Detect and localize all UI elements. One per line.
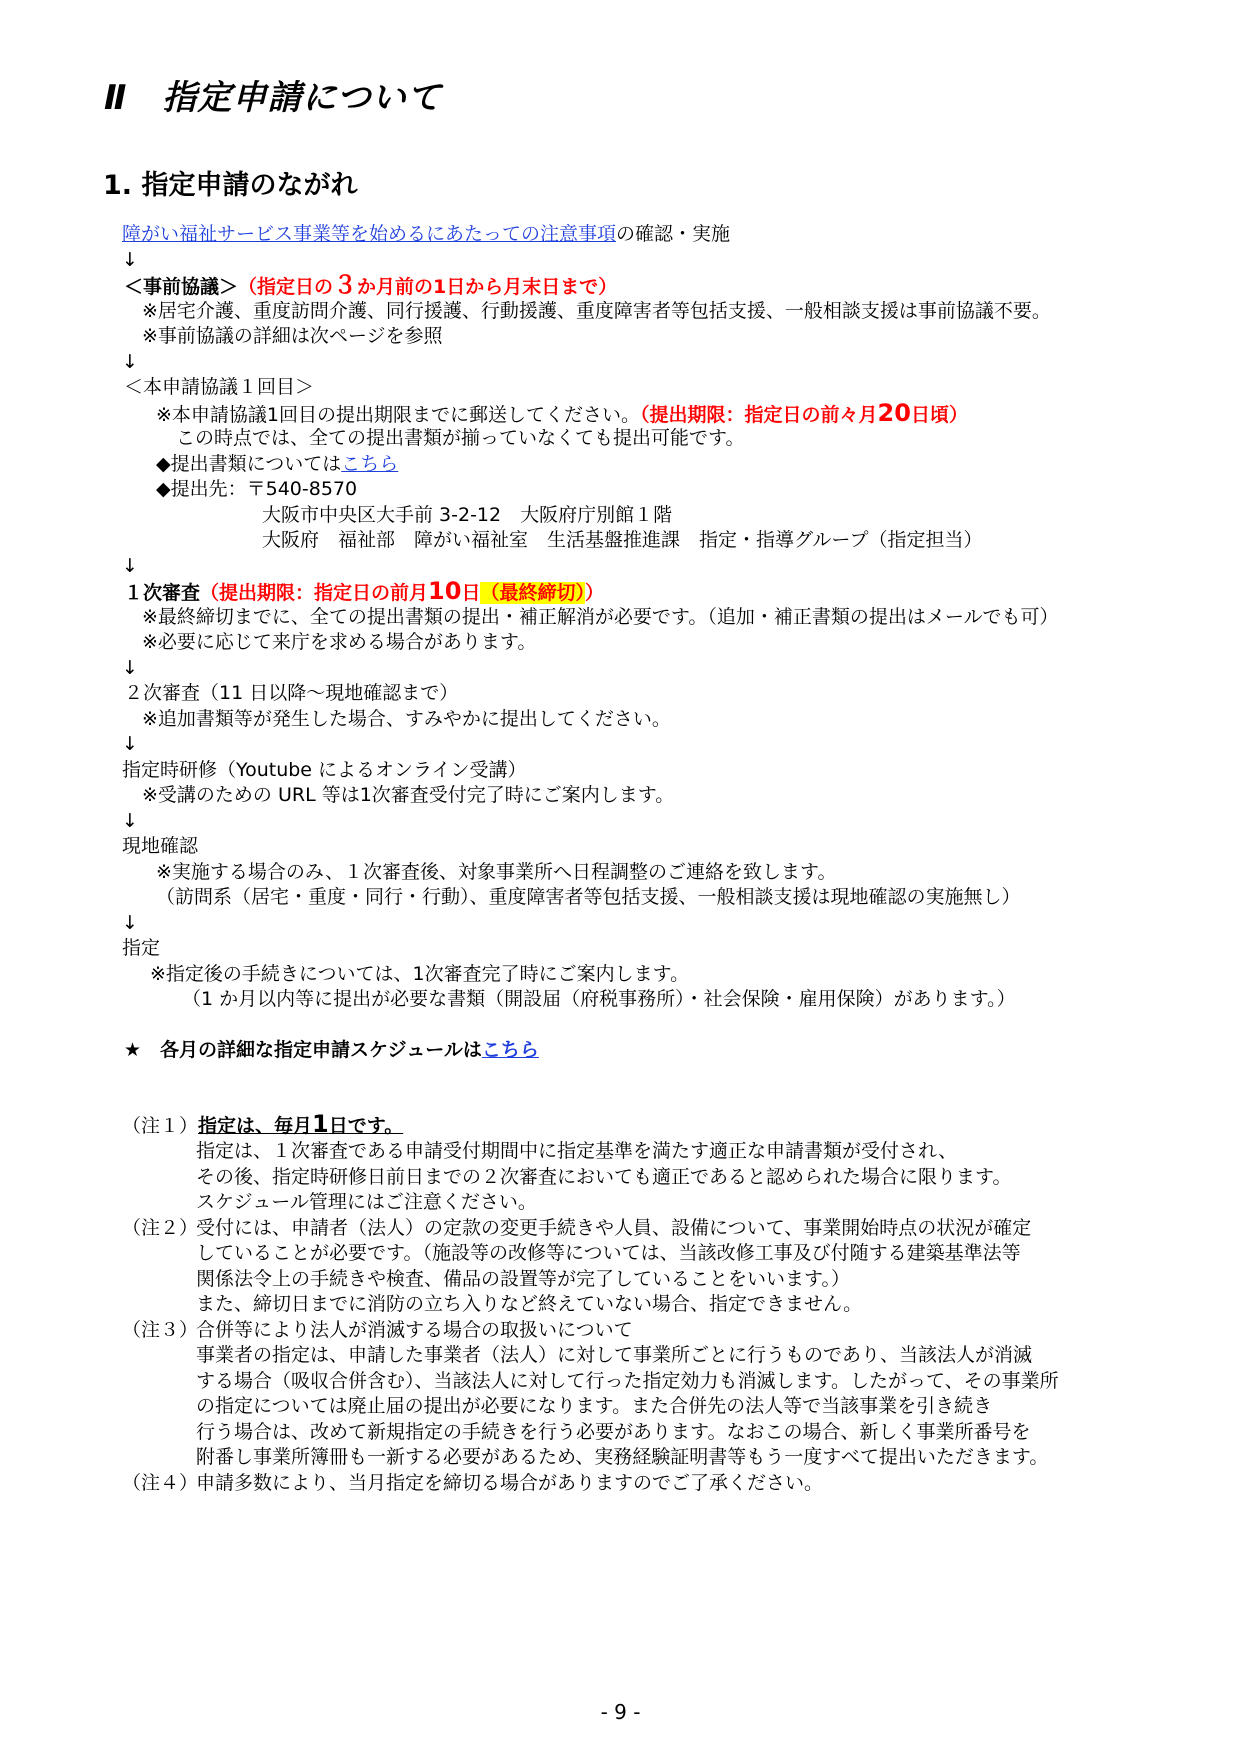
destination-label: ◆提出先：〒540-8570 [156, 478, 358, 500]
final-deadline-highlight: （最終締切） [480, 582, 585, 604]
designation-note2: （1 か月以内等に提出が必要な書類（開設届（府税事務所）・社会保険・雇用保険）があります。） [182, 988, 1016, 1010]
main-consult-note2: この時点では、全ての提出書類が揃っていなくても提出可能です。 [176, 427, 745, 449]
first-review-deadline-pre: （提出期限：指定日の前月 [200, 582, 429, 604]
pre-consult-deadline-pre: （指定日の [238, 276, 334, 298]
documents-line [156, 452, 398, 476]
main-consult-label: ＜本申請協議１回目＞ [124, 376, 315, 398]
precautions-link[interactable]: 障がい福祉サービス事業等を始めるにあたっての注意事項 [122, 223, 617, 245]
first-review-deadline-post: ） [584, 582, 604, 604]
pre-consult-note2: ※事前協議の詳細は次ページを参照 [142, 325, 443, 347]
note1-title-num: 1 [312, 1110, 329, 1138]
second-review-note1: ※追加書類等が発生した場合、すみやかに提出してください。 [142, 708, 671, 730]
first-review-label: １次審査 [124, 582, 201, 604]
documents-prefix: ◆提出書類については [156, 453, 342, 475]
site-check-note1: ※実施する場合のみ、１次審査後、対象事業所へ日程調整のご連絡を致します。 [156, 861, 837, 883]
note4-line1: 申請多数により、当月指定を締切る場合がありますのでご了承ください。 [196, 1472, 824, 1494]
flow-arrow: ↓ [122, 810, 138, 832]
pre-consult-deadline-post: か月前の1日から月末日まで） [357, 276, 618, 298]
training-label: 指定時研修（Youtube によるオンライン受講） [122, 759, 527, 781]
note2-label: （注２） [122, 1217, 199, 1239]
second-review-label: ２次審査（11 日以降～現地確認まで） [124, 682, 459, 704]
subsection-title: 1. 指定申請のながれ [103, 170, 358, 201]
note1-line1: 指定は、１次審査である申請受付期間中に指定基準を満たす適正な申請書類が受付され、 [196, 1140, 958, 1162]
note3-line4: の指定については廃止届の提出が必要になります。また合併先の法人等で当該事業を引き続き [196, 1395, 993, 1417]
flow-arrow: ↓ [122, 249, 138, 271]
schedule-link[interactable]: こちら [481, 1039, 539, 1061]
note1-title-a: 指定は、毎月 [198, 1115, 313, 1137]
designation-label: 指定 [122, 937, 161, 959]
note1-line2: その後、指定時研修日前日までの２次審査においても適正であると認められた場合に限ります。 [196, 1166, 1012, 1188]
first-review-note2: ※必要に応じて来庁を求める場合があります。 [142, 631, 537, 653]
note3-line3: する場合（吸収合併含む）、当該法人に対して行った指定効力も消滅します。したがって、その事業所 [196, 1370, 1059, 1392]
flow-arrow: ↓ [122, 657, 138, 679]
first-review-note1: ※最終締切までに、全ての提出書類の提出・補正解消が必要です。（追加・補正書類の提出はメールでも可） [142, 606, 1059, 628]
main-consult-note1: ※本申請協議1回目の提出期限までに郵送してください。 [156, 404, 641, 426]
flow-arrow: ↓ [122, 912, 138, 934]
note2-line1: 受付には、申請者（法人）の定款の変更手続きや人員、設備について、事業開始時点の状況が確定 [196, 1217, 1032, 1239]
destination-address1: 大阪市中央区大手前 3-2-12 大阪府庁別館１階 [262, 504, 673, 526]
note2-line3: 関係法令上の手続きや検査、備品の設置等が完了していることをいいます。） [196, 1268, 850, 1290]
documents-link[interactable]: こちら [341, 453, 399, 475]
main-consult-note1-line [156, 401, 968, 427]
main-consult-deadline-post: 日頃） [910, 404, 968, 426]
destination-address2: 大阪府 福祉部 障がい福祉室 生活基盤推進課 指定・指導グループ（指定担当） [262, 529, 983, 551]
schedule-prefix: ★ 各月の詳細な指定申請スケジュールは [124, 1039, 482, 1061]
first-review-deadline-num: 10 [428, 577, 462, 605]
note3-line6: 附番し事業所簿冊も一新する必要があるため、実務経験証明書等もう一度すべて提出いただきます。 [196, 1446, 1049, 1468]
note2-line4: また、締切日までに消防の立ち入りなど終えていない場合、指定できません。 [196, 1293, 863, 1315]
flow-arrow: ↓ [122, 555, 138, 577]
note1-label: （注１） [122, 1115, 199, 1137]
note3-line1: 合併等により法人が消滅する場合の取扱いについて [196, 1319, 633, 1341]
note1-title-b: 日です。 [328, 1115, 404, 1137]
flow-arrow: ↓ [122, 351, 138, 373]
pre-consult-heading [124, 273, 617, 299]
section-title: Ⅱ 指定申請について [104, 78, 442, 118]
training-note1: ※受講のための URL 等は1次審査受付完了時にご案内します。 [142, 784, 675, 806]
note3-line5: 行う場合は、改めて新規指定の手続きを行う必要があります。なおこの場合、新しく事業所番号を [196, 1421, 1031, 1443]
note1-line3: スケジュール管理にはご注意ください。 [196, 1191, 537, 1213]
site-check-note2: （訪問系（居宅・重度・同行・行動）、重度障害者等包括支援、一般相談支援は現地確認の実施無し） [156, 886, 1021, 908]
main-consult-deadline-num: 20 [877, 399, 911, 427]
intro-suffix: の確認・実施 [616, 223, 731, 245]
note2-line2: していることが必要です。（施設等の改修等については、当該改修工事及び付随する建築基準法等 [196, 1242, 1021, 1264]
designation-note1: ※指定後の手続きについては、1次審査完了時にご案内します。 [150, 963, 690, 985]
main-consult-deadline-pre: （提出期限：指定日の前々月 [640, 404, 878, 426]
pre-consult-label: ＜事前協議＞ [124, 276, 239, 298]
first-review-heading [124, 579, 604, 605]
note3-line2: 事業者の指定は、申請した事業者（法人）に対して事業所ごとに行うものであり、当該法人が消滅 [196, 1344, 1033, 1366]
pre-consult-note1: ※居宅介護、重度訪問介護、同行援護、行動援護、重度障害者等包括支援、一般相談支援は事前協議不要。 [142, 300, 1051, 322]
note4-label: （注４） [122, 1472, 199, 1494]
first-review-deadline-mid: 日 [461, 582, 481, 604]
note3-label: （注３） [122, 1319, 199, 1341]
pre-consult-deadline-num: ３ [333, 271, 358, 299]
intro-line [122, 222, 730, 246]
site-check-label: 現地確認 [122, 835, 199, 857]
schedule-line [124, 1038, 539, 1062]
note1-title [198, 1112, 403, 1138]
flow-arrow: ↓ [122, 733, 138, 755]
page-number: - 9 - [600, 1700, 641, 1724]
